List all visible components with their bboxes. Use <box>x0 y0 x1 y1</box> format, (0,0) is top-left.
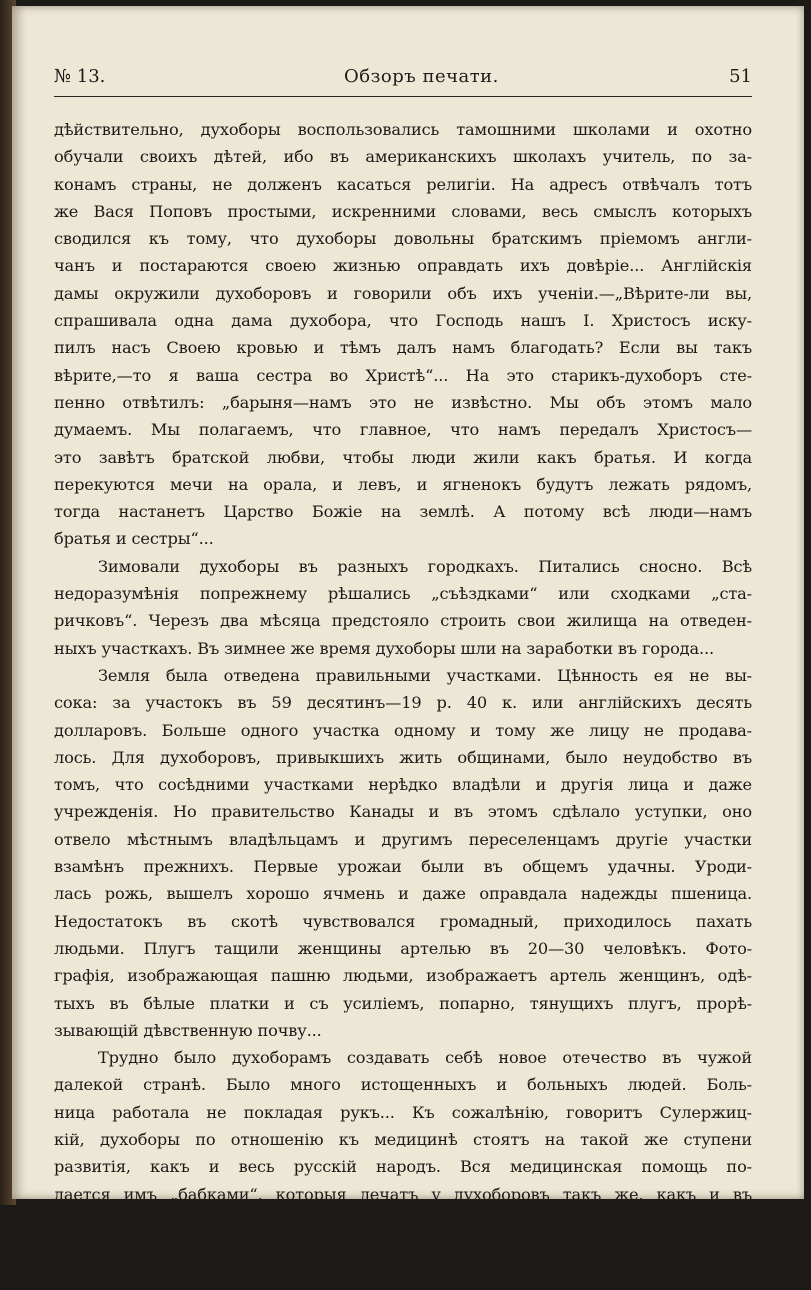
page-number: 51 <box>729 66 752 87</box>
text-line: взамѣнъ прежнихъ. Первые урожаи были въ общемъ удачны. Уроди- <box>54 857 752 877</box>
text-line: Зимовали духоборы въ разныхъ городкахъ. Питались сносно. Всѣ <box>98 556 752 576</box>
text-line: чанъ и постараются своею жизнью оправдать ихъ довѣріе... Англійскія <box>54 256 752 276</box>
paragraph <box>54 553 752 662</box>
paragraph <box>54 662 752 1044</box>
text-line: отвело мѣстнымъ владѣльцамъ и другимъ переселенцамъ другіе участки <box>54 829 752 849</box>
text-line: Недостатокъ въ скотѣ чувствовался громадный, приходилось пахать <box>54 911 752 931</box>
text-line: учрежденія. Но правительство Канады и въ этомъ сдѣлало уступки, оно <box>54 802 752 822</box>
text-line: далекой странѣ. Было много истощенныхъ и больныхъ людей. Боль- <box>54 1075 752 1095</box>
text-line: ныхъ участкахъ. Въ зимнее же время духоборы шли на заработки въ города... <box>54 638 714 658</box>
text-line: пилъ насъ Своею кровью и тѣмъ далъ намъ благодать? Если вы такъ <box>54 338 752 358</box>
text-line: перекуются мечи на орала, и левъ, и ягненокъ будутъ лежать рядомъ, <box>54 474 752 494</box>
text-line: ница работала не покладая рукъ... Къ сожалѣнію, говоритъ Сулержиц- <box>54 1102 752 1122</box>
text-line: ричковъ“. Черезъ два мѣсяца предстояло строить свои жилища на отведен- <box>54 611 752 631</box>
paragraph <box>54 1044 752 1290</box>
text-line: Трудно было духоборамъ создавать себѣ новое отечество въ чужой <box>98 1048 752 1068</box>
text-line: думаемъ. Мы полагаемъ, что главное, что намъ передалъ Христосъ— <box>54 420 752 440</box>
text-line: графія, изображающая пашню людьми, изображаетъ артель женщинъ, одѣ- <box>54 966 752 986</box>
text-line: зывающій дѣвственную почву... <box>54 1020 322 1040</box>
text-line: лась рожь, вышелъ хорошо ячмень и даже оправдала надежды пшеница. <box>54 884 752 904</box>
text-line: дамы окружили духоборовъ и говорили объ ихъ ученіи.—„Вѣрите-ли вы, <box>54 283 752 303</box>
text-line: дается имъ „бабками“, которыя лечатъ у духоборовъ такъ же, какъ и въ <box>54 1184 752 1204</box>
text-line: людьми. Плугъ тащили женщины артелью въ 20—30 человѣкъ. Фото- <box>54 938 752 958</box>
text-line: шептываніемъ“... <box>54 1266 200 1286</box>
text-line: развитія, какъ и весь русскій народъ. Вся медицинская помощь по- <box>54 1157 752 1177</box>
text-line: кій, духоборы по отношенію къ медицинѣ стоятъ на такой же ступени <box>54 1129 752 1149</box>
paragraph <box>54 116 752 553</box>
section-title: Обзоръ печати. <box>344 66 499 87</box>
text-line: недоразумѣнія попрежнему рѣшались „съѣздками“ или сходками „ста- <box>54 584 752 604</box>
text-line: сводился къ тому, что духоборы довольны братскимъ пріемомъ англи- <box>54 229 752 249</box>
text-line: это завѣтъ братской любви, чтобы люди жили какъ братья. И когда <box>54 447 752 467</box>
text-line: томъ, что сосѣдними участками нерѣдко владѣли и другія лица и даже <box>54 775 752 795</box>
running-header <box>54 62 752 97</box>
text-line: братья и сестры“... <box>54 529 214 549</box>
text-line: пенно отвѣтилъ: „барыня—намъ это не извѣстно. Мы объ этомъ мало <box>54 392 752 412</box>
text-line: другихъ мѣстахъ Россійской имперіи. Лечатъ онѣ и сулемой, и крово- <box>54 1211 752 1231</box>
text-line: тыхъ въ бѣлые платки и съ усиліемъ, попарно, тянущихъ плугъ, прорѣ- <box>54 993 752 1013</box>
text-line: тогда настанетъ Царство Божіе на землѣ. А потому всѣ люди—намъ <box>54 502 752 522</box>
issue-number: № 13. <box>54 66 106 87</box>
text-line: спрашивала одна дама духобора, что Господь нашъ І. Христосъ иску- <box>54 311 752 331</box>
text-line: вѣрите,—то я ваша сестра во Христѣ“... На это старикъ-духоборъ сте- <box>54 365 752 385</box>
text-line: лось. Для духоборовъ, привыкшихъ жить общинами, было неудобство въ <box>54 747 752 767</box>
text-line: обучали своихъ дѣтей, ибо въ американскихъ школахъ учитель, по за- <box>54 147 752 167</box>
text-line: пусканіемъ, и навозомъ, и всякими настоями, и даже „наговорами и на- <box>54 1239 752 1259</box>
text-line: сока: за участокъ въ 59 десятинъ—19 р. 40 к. или англійскихъ десять <box>54 693 752 713</box>
text-line: дѣйствительно, духоборы воспользовались тамошними школами и охотно <box>54 120 752 139</box>
text-line: же Вася Поповъ простыми, искренними словами, весь смыслъ которыхъ <box>54 201 752 221</box>
body-text <box>54 116 752 1290</box>
text-line: Земля была отведена правильными участками. Цѣнность ея не вы- <box>98 665 752 685</box>
text-line: конамъ страны, не долженъ касаться религіи. На адресъ отвѣчалъ тотъ <box>54 174 752 194</box>
text-line: долларовъ. Больше одного участка одному и тому же лицу не продава- <box>54 720 752 740</box>
